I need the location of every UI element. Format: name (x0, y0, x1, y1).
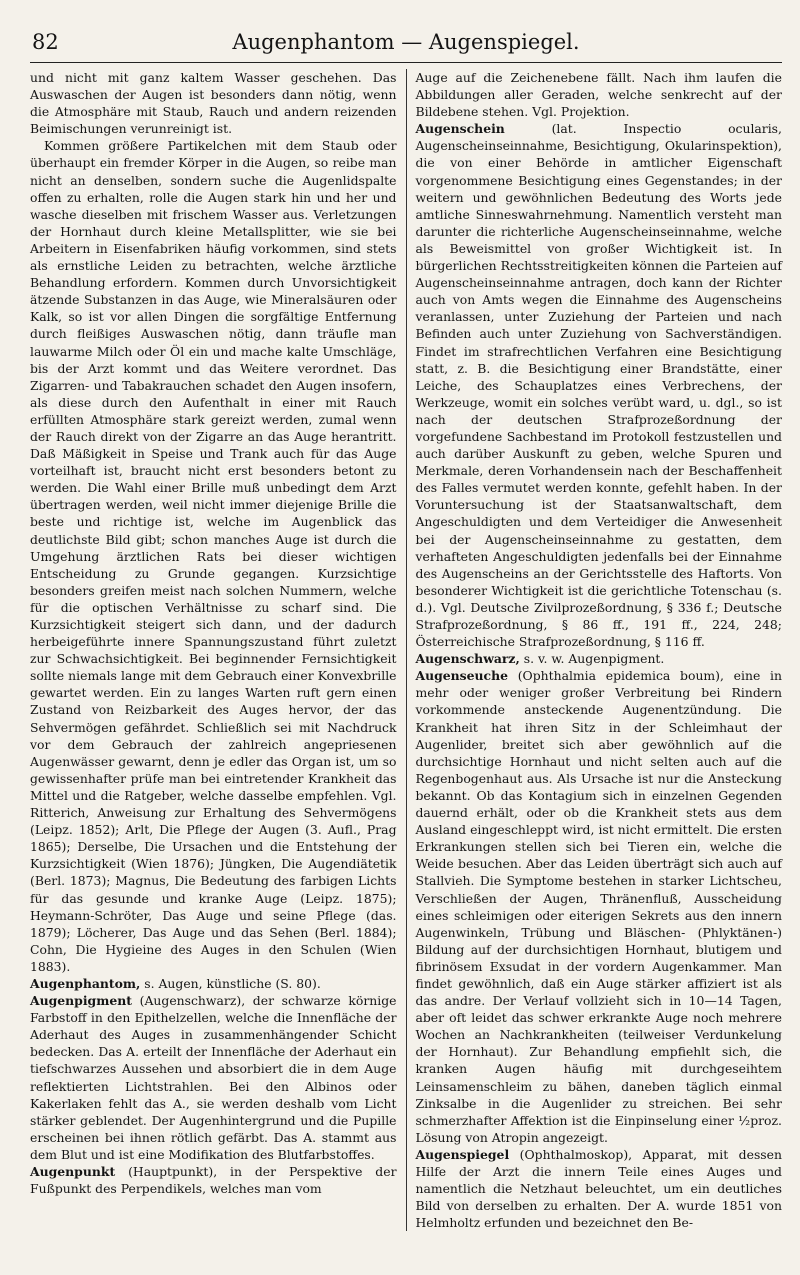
paragraph: und nicht mit ganz kaltem Wasser geschehen. Das Auswaschen der Augen ist besonders dann nötig, wenn die Atmosphäre mit Staub, Rauch und andern reizenden Beimischungen verunreinigt ist. (30, 70, 397, 137)
headword: Augenpunkt (30, 1164, 116, 1179)
entry-augenphantom (30, 975, 397, 992)
page-header (30, 28, 782, 63)
entry-augenschwarz (415, 650, 782, 667)
paragraph: Auge auf die Zeichenebene fällt. Nach ihm laufen die Abbildungen aller Geraden, welche senkrecht auf der Bildebene stehen. Vgl. Projektion. (415, 70, 782, 120)
columns (30, 69, 782, 1231)
entry-text: (Augenschwarz), der schwarze körnige Farbstoff in den Epithelzellen, welche die Innenfläche der Aderhaut des Auges in zusammenhängender Schicht bedecken. Das A. erteilt der Innenfläche der Aderhaut ein tiefschwarzes Aussehen und absorbiert die in dem Auge reflektierten Lichtstrahlen. Bei den Albinos oder Kakerlaken fehlt das A., sie werden deshalb vom Licht stärker geblendet. Der Augenhintergrund und die Pupille erscheinen bei ihnen rötlich gefärbt. Das A. stammt aus dem Blut und ist eine Modifikation des Blutfarbstoffes. (30, 993, 397, 1162)
entry-text: (lat. Inspectio ocularis, Augenscheinseinnahme, Besichtigung, Okularinspektion), die von einer Behörde in amtlicher Eigenschaft vorgenommene Besichtigung eines Gegenstandes; in der weitern und gewöhnlichen Bedeutung des Worts jede amtliche Sinneswahrnehmung. Namentlich versteht man darunter die richterliche Augenscheinseinnahme, welche als Beweismittel von großer Wichtigkeit ist. In bürgerlichen Rechtsstreitigkeiten können die Parteien auf Augenscheinseinnahme antragen, doch kann der Richter auch von Amts wegen die Einnahme des Augenscheins veranlassen, unter Zuziehung der Parteien und nach Befinden auch unter Zuziehung von Sachverständigen. Findet im strafrechtlichen Verfahren eine Besichtigung statt, z. B. die Besichtigung einer Brandstätte, einer Leiche, des Schauplatzes eines Verbrechens, der Werkzeuge, womit ein solches verübt ward, u. dgl., so ist nach der deutschen Strafprozeßordnung der vorgefundene Sachbestand im Protokoll festzustellen und auch darüber Auskunft zu geben, welche Spuren und Merkmale, deren Vorhandensein nach der Beschaffenheit des Falles vermutet werden konnte, gefehlt haben. In der Voruntersuchung ist der Staatsanwaltschaft, dem Angeschuldigten und dem Verteidiger die Anwesenheit bei der Augenscheinseinnahme zu gestatten, dem verhafteten Angeschuldigten jedenfalls bei der Einnahme des Augenscheins an der Gerichtsstelle des Haftorts. Von besonderer Wichtigkeit ist die gerichtliche Totenschau (s. d.). Vgl. Deutsche Zivilprozeßordnung, § 336 f.; Deutsche Strafprozeßordnung, § 86 ff., 191 ff., 224, 248; Österreichische Strafprozeßordnung, § 116 ff. (415, 121, 782, 650)
entry-augenpunkt (30, 1163, 397, 1197)
left-column (30, 69, 397, 1231)
running-title: Augenphantom — Augenspiegel. (232, 30, 580, 54)
headword: Augenpigment (30, 993, 132, 1009)
headword: Augenseuche (415, 668, 508, 684)
headword: Augenschein (415, 121, 505, 137)
entry-augenschein (415, 120, 782, 650)
entry-text: (Ophthalmoskop), Apparat, mit dessen Hilfe der Arzt die innern Teile eines Auges und namentlich die Netzhaut beleuchtet, um ein deutliches Bild von derselben zu erhalten. Der A. wurde 1851 von Helmholtz erfunden und bezeichnet den Be- (415, 1146, 782, 1231)
headword: Augenspiegel (415, 1146, 510, 1162)
entry-augenspiegel (415, 1146, 782, 1231)
entry-text: (Hauptpunkt), in der Perspektive der Fußpunkt des Perpendikels, welches man vom (30, 1164, 397, 1197)
right-column (415, 69, 782, 1231)
entry-text: s. Augen, künstliche (S. 80). (140, 975, 321, 991)
column-divider (406, 69, 407, 1231)
headword: Augenphantom, (30, 975, 141, 991)
entry-text: (Ophthalmia epidemica boum), eine in mehr oder weniger großer Verbreitung bei Rindern vorkommende ansteckende Augenentzündung. Die Krankheit hat ihren Sitz in der Schleimhaut der Augenlider, breitet sich aber gewöhnlich auf die durchsichtige Hornhaut und nicht selten auch auf die Regenbogenhaut aus. Als Ursache ist nur die Ansteckung bekannt. Ob das Kontagium sich in einzelnen Gegenden dauernd erhält, oder ob die Krankheit stets aus dem Ausland eingeschleppt wird, ist nicht ermittelt. Die ersten Erkrankungen stellen sich bei Tieren ein, welche die Weide besuchen. Aber das Leiden überträgt sich auch auf Stallvieh. Die Symptome bestehen in starker Lichtscheu, Verschließen der Augen, Thränenfluß, Ausscheidung eines schleimigen oder eiterigen Sekrets aus den innern Augenwinkeln, Trübung und Bläschen- (Phlyktänen-) Bildung auf der durchsichtigen Hornhaut, blutigem und fibrinösem Exsudat in der vordern Augenkammer. Man findet gewöhnlich, daß ein Auge stärker affiziert ist als das andre. Der Verlauf vollzieht sich in 10—14 Tagen, aber oft leidet das schwer erkrankte Auge noch mehrere Wochen an Nachkrankheiten (teilweiser Verdunkelung der Hornhaut). Zur Behandlung empfiehlt sich, die kranken Augen häufig mit durchgeseihtem Leinsamenschleim zu bähen, daneben täglich einmal Zinksalbe in die Augenlider zu streichen. Bei sehr schmerzhafter Affektion ist die Einpinselung einer ½proz. Lösung von Atropin angezeigt. (415, 668, 782, 1145)
entry-text: s. v. w. Augenpigment. (519, 651, 665, 667)
entry-augenpigment (30, 992, 397, 1163)
page-number: 82 (32, 30, 59, 54)
paragraph: Kommen größere Partikelchen mit dem Staub oder überhaupt ein fremder Körper in die Augen, so reibe man nicht an denselben, sondern suche die Augenlidspalte offen zu erhalten, rolle die Augen stark hin und her und wasche dieselben mit frischem Wasser aus. Verletzungen der Hornhaut durch kleine Metallsplitter, wie sie bei Arbeitern in Eisenfabriken häufig vorkommen, sind stets als ernstliche Leiden zu betrachten, welche ärztliche Behandlung erfordern. Kommen durch Unvorsichtigkeit ätzende Substanzen in das Auge, wie Mineralsäuren oder Kalk, so ist vor allen Dingen die sorgfältige Entfernung durch fleißiges Auswaschen nötig, dann träufle man lauwarme Milch oder Öl ein und mache kalte Umschläge, bis der Arzt kommt und das Weitere verordnet. Das Zigarren- und Tabakrauchen schadet den Augen insofern, als diese durch den Aufenthalt in einer mit Rauch erfüllten Atmosphäre stark gereizt werden, zumal wenn der Rauch direkt von der Zigarre an das Auge herantritt. Daß Mäßigkeit in Speise und Trank auch für das Auge vorteilhaft ist, braucht nicht erst besonders betont zu werden. Die Wahl einer Brille muß unbedingt dem Arzt übertragen werden, weil nicht immer diejenige Brille die beste und richtige ist, welche im Augenblick das deutlichste Bild gibt; schon manches Auge ist durch die Umgehung ärztlichen Rats bei dieser wichtigen Entscheidung zu Grunde gegangen. Kurzsichtige besonders greifen meist nach solchen Nummern, welche für die optischen Verhältnisse zu scharf sind. Die Kurzsichtigkeit steigert sich dann, und der dadurch herbeigeführte innere Spannungszustand führt zuletzt zur Schwachsichtigkeit. Bei beginnender Fernsichtigkeit sollte niemals lange mit dem Gebrauch einer Konvexbrille gewartet werden. Ein zu langes Warten ruft gern einen Zustand von Reizbarkeit des Auges hervor, der das Sehvermögen gefährdet. Schließlich sei mit Nachdruck vor dem Gebrauch der zahlreich angepriesenen Augenwässer gewarnt, denn je edler das Organ ist, um so gewissenhafter prüfe man bei eintretender Krankheit das Mittel und die Ratgeber, welche dasselbe empfehlen. Vgl. Ritterich, Anweisung zur Erhaltung des Sehvermögens (Leipz. 1852); Arlt, Die Pflege der Augen (3. Aufl., Prag 1865); Derselbe, Die Ursachen und die Entstehung der Kurzsichtigkeit (Wien 1876); Jüngken, Die Augendiätetik (Berl. 1873); Magnus, Die Bedeutung des farbigen Lichts für das gesunde und kranke Auge (Leipz. 1875); Heymann-Schröter, Das Auge und seine Pflege (das. 1879); Löcherer, Das Auge und das Sehen (Berl. 1884); Cohn, Die Hygieine des Auges in den Schulen (Wien 1883). (30, 138, 397, 974)
entry-augenseuche (415, 667, 782, 1146)
headword: Augenschwarz, (415, 651, 520, 667)
